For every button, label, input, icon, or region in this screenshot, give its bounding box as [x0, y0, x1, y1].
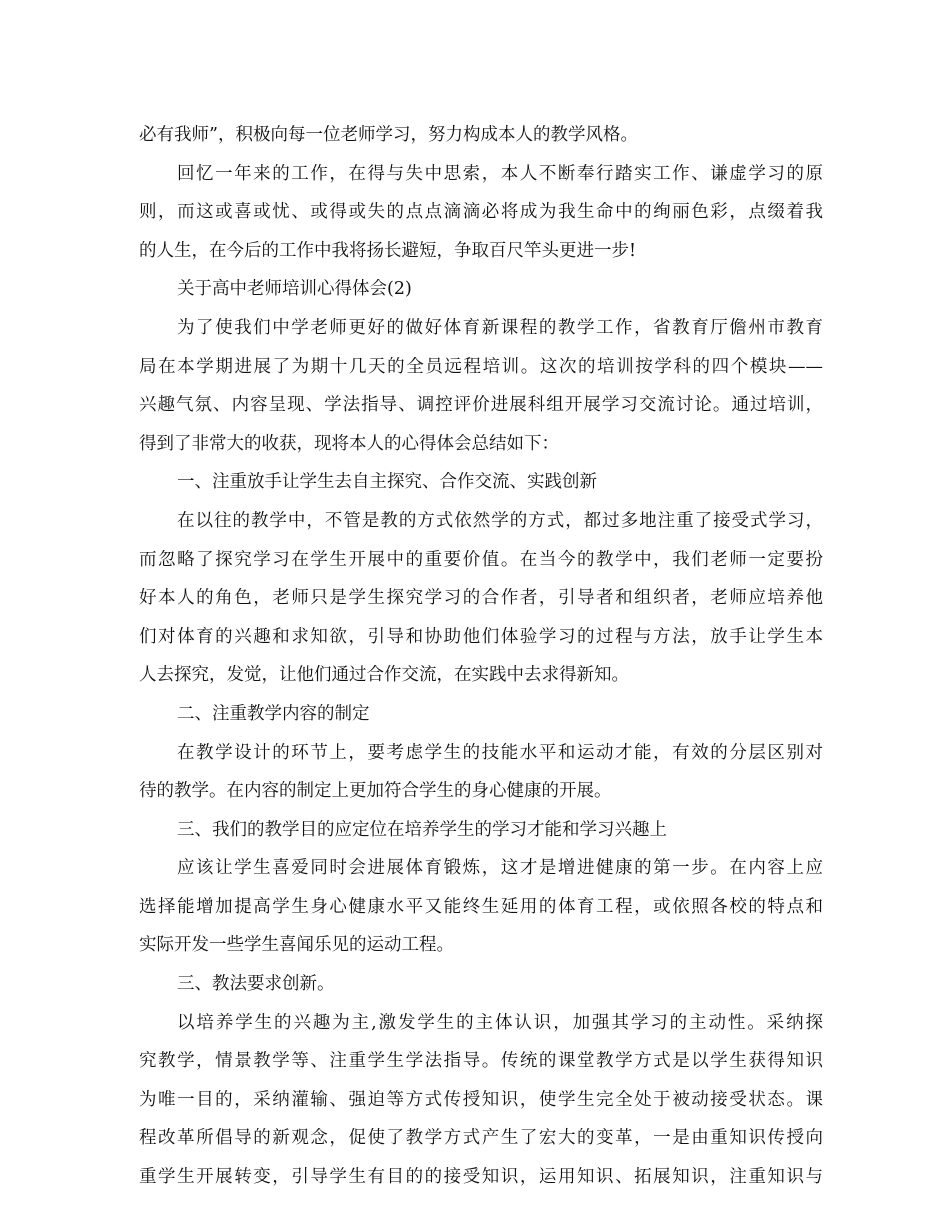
text-line: 回忆一年来的工作，在得与失中思索，本人不断奉行踏实工作、谦虚学习的原	[177, 163, 823, 184]
text-line: 兴趣气氛、内容呈现、学法指导、调控评价进展科组开展学习交流讨论。通过培训，	[139, 395, 823, 416]
text-line: 必有我师”，积极向每一位老师学习，努力构成本人的教学风格。	[139, 125, 638, 145]
text-line: 人去探究，发觉，让他们通过合作交流，在实践中去求得新知。	[139, 665, 629, 686]
text-line: 选择能增加提高学生身心健康水平又能终生延用的体育工程，或依照各校的特点和	[139, 896, 823, 917]
text-line: 重学生开展转变，引导学生有目的的接受知识，运用知识、拓展知识，注重知识与	[139, 1167, 823, 1188]
text-line: 待的教学。在内容的制定上更加符合学生的身心健康的开展。	[139, 781, 612, 802]
text-line: 的人生，在今后的工作中我将扬长避短，争取百尺竿头更进一步!	[139, 240, 637, 261]
text-line: 实际开发一些学生喜闻乐见的运动工程。	[139, 935, 454, 956]
text-line: 三、我们的教学目的应定位在培养学生的学习才能和学习兴趣上	[177, 819, 667, 840]
text-line: 好本人的角色，老师只是学生探究学习的合作者，引导者和组织者，老师应培养他	[139, 588, 823, 609]
text-line: 则，而这或喜或忧、或得或失的点点滴滴必将成为我生命中的绚丽色彩，点缀着我	[139, 202, 823, 223]
text-line: 二、注重教学内容的制定	[177, 703, 370, 724]
text-line: 局在本学期进展了为期十几天的全员远程培训。这次的培训按学科的四个模块——	[139, 356, 823, 377]
text-line: 们对体育的兴趣和求知欲，引导和协助他们体验学习的过程与方法，放手让学生本	[139, 626, 823, 647]
text-line: 为了使我们中学老师更好的做好体育新课程的教学工作，省教育厅儋州市教育	[177, 317, 823, 338]
text-line: 在教学设计的环节上，要考虑学生的技能水平和运动才能，有效的分层区别对	[177, 742, 823, 763]
document-body	[139, 116, 823, 1197]
text-line: 三、教法要求创新。	[177, 974, 335, 995]
text-line: 在以往的教学中，不管是教的方式依然学的方式，都过多地注重了接受式学习，	[177, 510, 823, 531]
text-line: 得到了非常大的收获，现将本人的心得体会总结如下：	[139, 433, 559, 454]
text-line: 而忽略了探究学习在学生开展中的重要价值。在当今的教学中，我们老师一定要扮	[139, 549, 823, 570]
text-line: 程改革所倡导的新观念，促使了教学方式产生了宏大的变革，一是由重知识传授向	[139, 1128, 823, 1149]
text-line: 关于高中老师培训心得体会(2)	[177, 279, 412, 300]
text-line: 为唯一目的，采纳灌输、强迫等方式传授知识，使学生完全处于被动接受状态。课	[139, 1089, 823, 1110]
text-line: 究教学，情景教学等、注重学生学法指导。传统的课堂教学方式是以学生获得知识	[139, 1051, 823, 1072]
text-line: 一、注重放手让学生去自主探究、合作交流、实践创新	[177, 472, 597, 493]
text-line: 应该让学生喜爱同时会进展体育锻炼，这才是增进健康的第一步。在内容上应	[177, 858, 823, 879]
document-page	[139, 116, 823, 1197]
text-line: 以培养学生的兴趣为主,激发学生的主体认识，加强其学习的主动性。采纳探	[177, 1012, 823, 1033]
